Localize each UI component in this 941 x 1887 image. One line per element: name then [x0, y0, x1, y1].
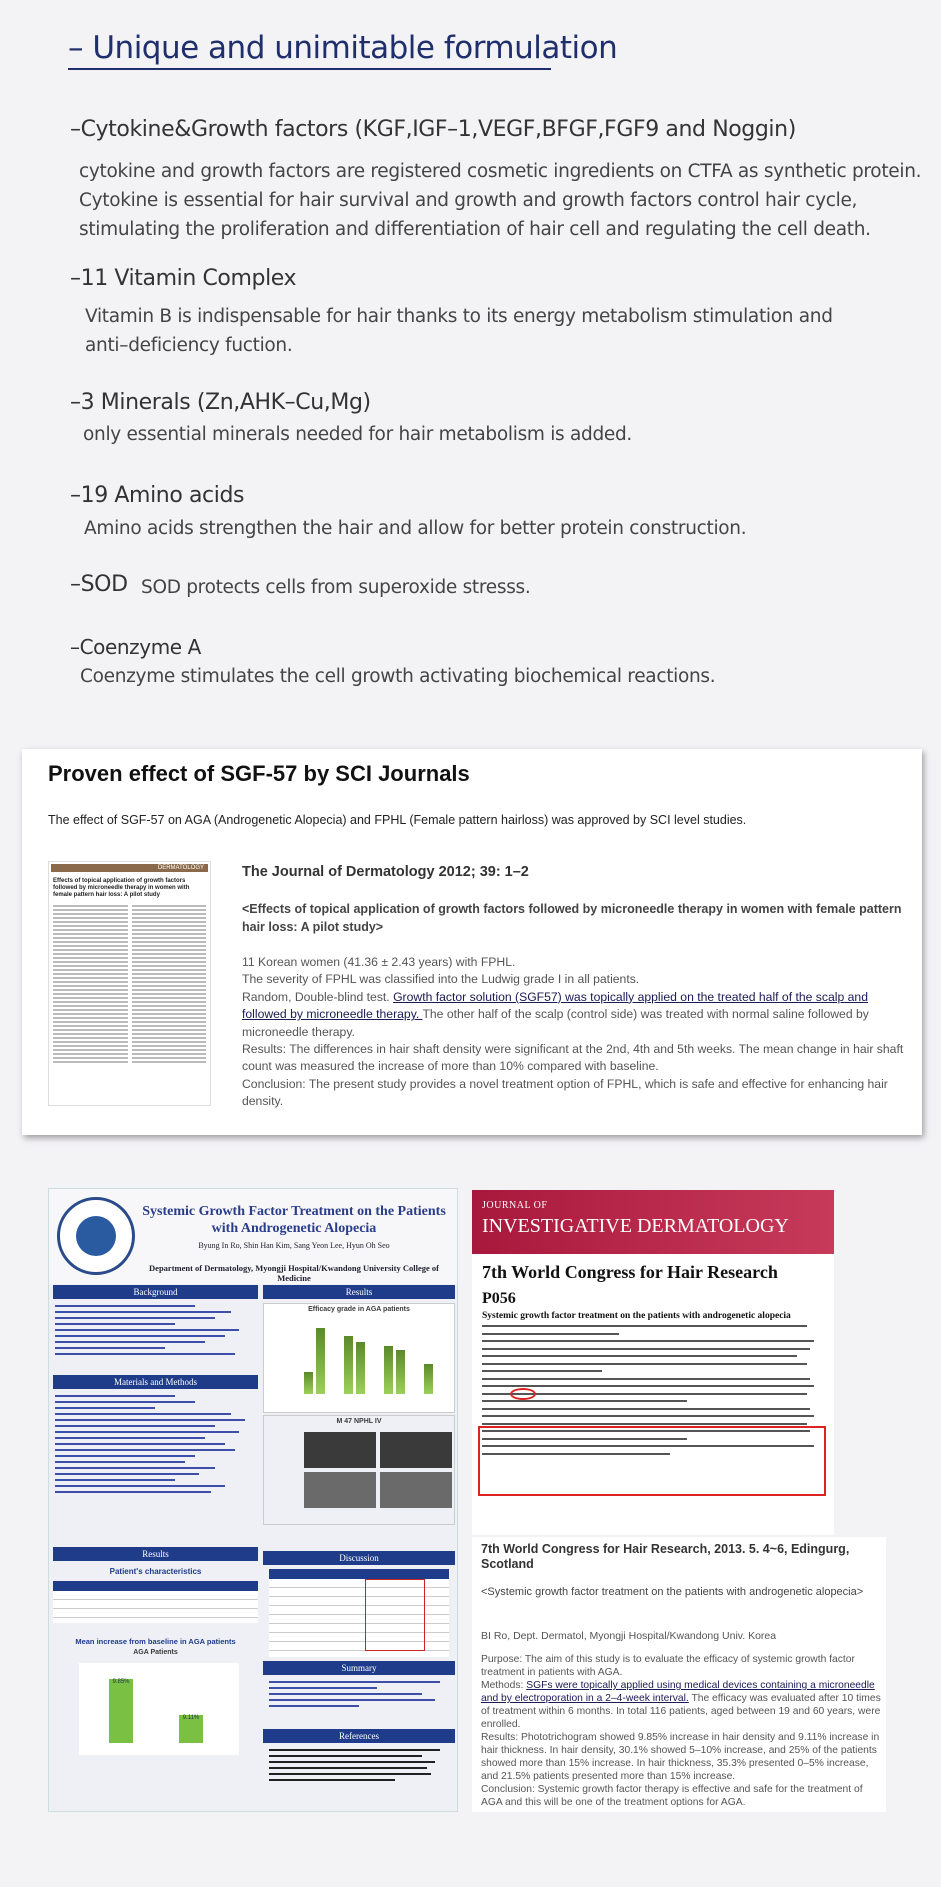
jid-highlight-circle [510, 1388, 536, 1400]
chart-bar [344, 1336, 353, 1394]
chart-bar [316, 1328, 325, 1394]
methods-rest: The efficacy was evaluated after 10 times of treatment within 6 months. In total 116 patients, aged between 19 and 60 years, were enrolled. [481, 1693, 881, 1730]
photo-before [304, 1432, 376, 1468]
ingredient-title-vitamin: –11 Vitamin Complex [70, 266, 297, 291]
desc-line: Amino acids strengthen the hair and allow for better protein construction. [84, 518, 747, 539]
poster-title: Systemic Growth Factor Treatment on the Patients with Androgenetic Alopecia [142, 1204, 446, 1236]
study-summary [242, 954, 908, 1111]
ingredient-desc-amino [84, 514, 746, 543]
journal-article-thumbnail [48, 861, 211, 1106]
density-bar: 9.85% [109, 1679, 133, 1743]
ingredient-desc-coenzyme [80, 662, 715, 691]
poster-section-discussion: Discussion [263, 1551, 455, 1565]
jid-journal-big: INVESTIGATIVE DERMATOLOGY [482, 1215, 789, 1237]
desc-line: only essential minerals needed for hair metabolism is added. [83, 424, 633, 445]
desc-line: Cytokine is essential for hair survival and growth and growth factors control hair cycle, [79, 190, 858, 211]
poster-section-references: References [263, 1729, 455, 1743]
conference-study-title: <Systemic growth factor treatment on the patients with androgenetic alopecia> [481, 1586, 864, 1598]
jid-abstract-code: P056 [482, 1290, 516, 1307]
conference-results: Results: Phototrichogram showed 9.85% increase in hair density and 9.11% increase in hair thickness. In hair density, 30.1% showed 5–10% increase, and 25% of the patients showed more than 15% increase. In hair thickness, 35.3% presented 0–5% increase, and 21.5% patients presented more than 15% increase. [481, 1732, 880, 1782]
study-conclusion: Conclusion: The present study provides a novel treatment option of FPHL, which is safe and effective for enhancing hair density. [242, 1076, 888, 1109]
mean-increase-heading: Mean increase from baseline in AGA patients [75, 1637, 236, 1646]
research-poster [48, 1188, 458, 1812]
mean-increase-chart [79, 1663, 239, 1755]
desc-line: stimulating the proliferation and differentiation of hair cell and regulating the cell death. [79, 219, 871, 240]
ingredient-desc-vitamin [85, 302, 833, 360]
ingredient-title-cytokine: –Cytokine&Growth factors (KGF,IGF–1,VEGF,BFGF,FGF9 and Noggin) [70, 117, 796, 142]
study-line: 11 Korean women (41.36 ± 2.43 years) with FPHL. [242, 955, 516, 969]
desc-line: Coenzyme stimulates the cell growth activating biochemical reactions. [80, 666, 716, 687]
jid-congress: 7th World Congress for Hair Research [482, 1262, 778, 1282]
thumbnail-header-bar [51, 864, 208, 872]
chart-bar [396, 1350, 405, 1394]
study-title: <Effects of topical application of growth factors followed by microneedle therapy in women with female pattern hair loss: A pilot study> [242, 902, 902, 934]
desc-line: Vitamin B is indispensable for hair thanks to its energy metabolism stimulation and [85, 306, 833, 327]
poster-background-text [55, 1305, 255, 1359]
conference-title: 7th World Congress for Hair Research, 2013. 5. 4~6, Edingurg, Scotland [481, 1542, 850, 1571]
method-underlined: Growth factor solution (SGF57) was topically applied on the treated half of the scalp and followed by microneedle therapy. [242, 989, 868, 1022]
poster-section-summary: Summary [263, 1661, 455, 1675]
desc-line: SOD protects cells from superoxide stresss. [141, 577, 531, 598]
ingredient-desc-sod [141, 573, 530, 602]
conference-body [481, 1653, 881, 1809]
discussion-highlight [365, 1579, 425, 1651]
patients-table [53, 1581, 258, 1623]
thickness-bar: 9.11% [179, 1715, 203, 1743]
thumbnail-columns [49, 905, 210, 1065]
patients-heading: Patient's characteristics [109, 1567, 202, 1576]
ingredient-desc-cytokine [79, 157, 921, 244]
poster-references-text [269, 1749, 449, 1785]
poster-header [49, 1189, 457, 1284]
journal-citation: The Journal of Dermatology 2012; 39: 1–2 [242, 864, 529, 880]
efficacy-chart-title: Efficacy grade in AGA patients [308, 1306, 410, 1313]
poster-authors: Byung In Ro, Shin Han Kim, Sang Yeon Lee, Hyun Oh Seo [198, 1241, 390, 1250]
poster-section-results-2: Results [53, 1547, 258, 1561]
chart-bar [424, 1364, 433, 1394]
conference-methods [481, 1679, 881, 1731]
ingredient-title-sod: –SOD [70, 572, 128, 597]
method-text: Random, Double-blind test. [242, 989, 394, 1004]
proven-effect-card [22, 749, 922, 1135]
desc-line: anti–deficiency fuction. [85, 335, 293, 356]
mean-increase-sub: AGA Patients [133, 1649, 178, 1656]
proven-title: Proven effect of SGF-57 by SCI Journals [48, 761, 470, 786]
photo-after-2 [380, 1472, 452, 1508]
conference-affiliation: BI Ro, Dept. Dermatol, Myongji Hospital/Kwandong Univ. Korea [481, 1630, 777, 1642]
efficacy-chart [263, 1303, 455, 1413]
discussion-table [269, 1569, 449, 1657]
formulation-heading: – Unique and unimitable formulation [68, 30, 618, 66]
thumbnail-column-right [132, 905, 207, 1065]
jid-results-highlight [478, 1426, 826, 1496]
poster-section-materials: Materials and Methods [53, 1375, 258, 1389]
poster-summary-text [269, 1681, 449, 1711]
thumbnail-journal-name: DERMATOLOGY [157, 865, 204, 871]
poster-department: Department of Dermatology, Myongji Hospital/Kwandong University College of Medicine [149, 1263, 439, 1283]
photo-panel-title: M 47 NPHL IV [336, 1418, 382, 1425]
conference-conclusion: Conclusion: Systemic growth factor therapy is effective and safe for the treatment of AGA and this will be one of the treatment options for AGA. [481, 1784, 863, 1808]
conference-summary [472, 1537, 886, 1812]
chart-bar [304, 1372, 313, 1394]
ingredient-desc-minerals [83, 420, 632, 449]
thumbnail-article-title: Effects of topical application of growth factors followed by microneedle therapy in women with female pattern hair loss: A pilot study [53, 878, 190, 898]
ingredient-title-amino: –19 Amino acids [70, 483, 245, 508]
poster-section-background: Background [53, 1285, 258, 1299]
methods-underlined: SGFs were topically applied using medical devices containing a microneedle and by electroporation in a 2–4-week interval. [481, 1680, 875, 1704]
proven-subtitle: The effect of SGF-57 on AGA (Androgenetic Alopecia) and FPHL (Female pattern hairloss) was approved by SCI level studies. [48, 813, 747, 827]
desc-line: cytokine and growth factors are registered cosmetic ingredients on CTFA as synthetic protein. [79, 161, 922, 182]
study-line: The severity of FPHL was classified into the Ludwig grade I in all patients. [242, 972, 640, 987]
study-method [242, 989, 908, 1041]
jid-abstract [472, 1190, 834, 1535]
conference-purpose: Purpose: The aim of this study is to evaluate the efficacy of systemic growth factor treatment in patients with AGA. [481, 1654, 855, 1678]
jid-journal-small: JOURNAL OF [482, 1200, 548, 1211]
chart-bar [384, 1346, 393, 1394]
methods-label: Methods: [481, 1680, 527, 1691]
ingredient-title-coenzyme: –Coenzyme A [70, 635, 201, 659]
study-results: Results: The differences in hair shaft density were significant at the 2nd, 4th and 5th weeks. The mean change in hair shaft count was measured the increase of more than 10% compared with baseline. [242, 1042, 904, 1074]
ingredient-title-minerals: –3 Minerals (Zn,AHK–Cu,Mg) [70, 390, 371, 415]
chart-bar [356, 1342, 365, 1394]
photo-before-2 [304, 1472, 376, 1508]
jid-banner [472, 1190, 834, 1254]
jid-abstract-title: Systemic growth factor treatment on the patients with androgenetic alopecia [482, 1311, 791, 1321]
poster-section-results: Results [263, 1285, 455, 1299]
poster-methods-text [55, 1395, 255, 1497]
heading-underline [68, 68, 551, 70]
photo-after [380, 1432, 452, 1468]
thumbnail-column-left [53, 905, 128, 1065]
university-seal-icon [57, 1197, 135, 1275]
method-text-rest: The other half of the scalp (control side) was treated with normal saline followed by microneedle therapy. [242, 1007, 869, 1039]
before-after-photos [263, 1415, 455, 1525]
